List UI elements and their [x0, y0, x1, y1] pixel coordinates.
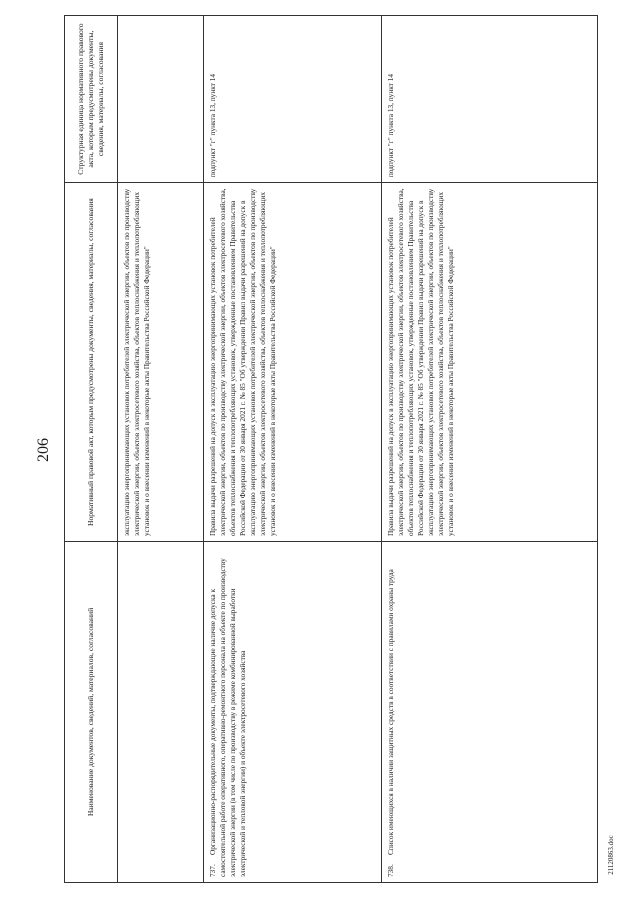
continuation-act-cell: эксплуатацию энергопринимающих установок потребителей электрической энергии, объектов по производству электрической энергии, объектов электросетевого хозяйства, объектов теплоснабжения и теплопотребляющих установок и о внесении изменений в некоторые акты Правительства Российской Федерации"	[118, 183, 204, 542]
header-legal-act: Нормативный правовой акт, которым предусмотрены документы, сведения, материалы, согласования	[65, 183, 118, 542]
row-unit-cell: подпункт "г" пункта 13, пункт 14	[382, 16, 598, 183]
table-header-row	[65, 16, 118, 883]
row-act-cell: Правила выдачи разрешений на допуск в эксплуатацию энергопринимающих установок потребителей электрической энергии, объектов по производству электрической энергии, объектов электросетевого хозяйства, объектов теплоснабжения и теплопотребляющих установок, утвержденные постановлением Правительства Российской Федерации от 30 января 2021 г. № 85 "Об утверждении Правил выдачи разрешений на допуск в эксплуатацию энергопринимающих установок потребителей электрической энергии, объектов по производству электрической энергии, объектов электросетевого хозяйства, объектов теплоснабжения и теплопотребляющих установок и о внесении изменений в некоторые акты Правительства Российской Федерации"	[204, 183, 382, 542]
page-number-text: 206	[35, 438, 52, 462]
row-name: Организационно-распорядительные документы, подтверждающие наличие допуска к самостоятельной работе оперативного, оперативно-ремонтного персонала на объекте по производству электрической энергии (в том числе по производству в режиме комбинированной выработки электрической и тепловой энергии) и объекте электросетевого хозяйства	[208, 558, 247, 877]
page-number	[32, 430, 56, 470]
table-row	[204, 16, 382, 883]
header-structural-unit: Структурная единица нормативного правового акта, которым предусмотрены документы, сведения, материалы, согласования	[65, 16, 118, 183]
continuation-name-cell	[118, 542, 204, 883]
document-table	[64, 15, 598, 883]
row-unit-cell: подпункт "г" пункта 13, пункт 14	[204, 16, 382, 183]
header-documents: Наименование документов, сведений, материалов, согласований	[65, 542, 118, 883]
document-table-container	[64, 15, 592, 883]
row-name-cell	[204, 542, 382, 883]
continuation-unit-cell	[118, 16, 204, 183]
file-id	[604, 818, 618, 892]
row-number: 738.	[386, 864, 395, 877]
row-number: 737.	[208, 864, 217, 877]
row-act-cell: Правила выдачи разрешений на допуск в эксплуатацию энергопринимающих установок потребителей электрической энергии, объектов по производству электрической энергии, объектов электросетевого хозяйства, объектов теплоснабжения и теплопотребляющих установок, утвержденные постановлением Правительства Российской Федерации от 30 января 2021 г. № 85 "Об утверждении Правил выдачи разрешений на допуск в эксплуатацию энергопринимающих установок потребителей электрической энергии, объектов по производству электрической энергии, объектов электросетевого хозяйства, объектов теплоснабжения и теплопотребляющих установок и о внесении изменений в некоторые акты Правительства Российской Федерации"	[382, 183, 598, 542]
table-row-continuation	[118, 16, 204, 883]
table-row	[382, 16, 598, 883]
file-id-text: 21120863.doc	[607, 835, 616, 875]
row-name: Список имеющихся в наличии защитных средств в соответствии с правилами охраны труда	[386, 569, 395, 855]
row-name-cell	[382, 542, 598, 883]
